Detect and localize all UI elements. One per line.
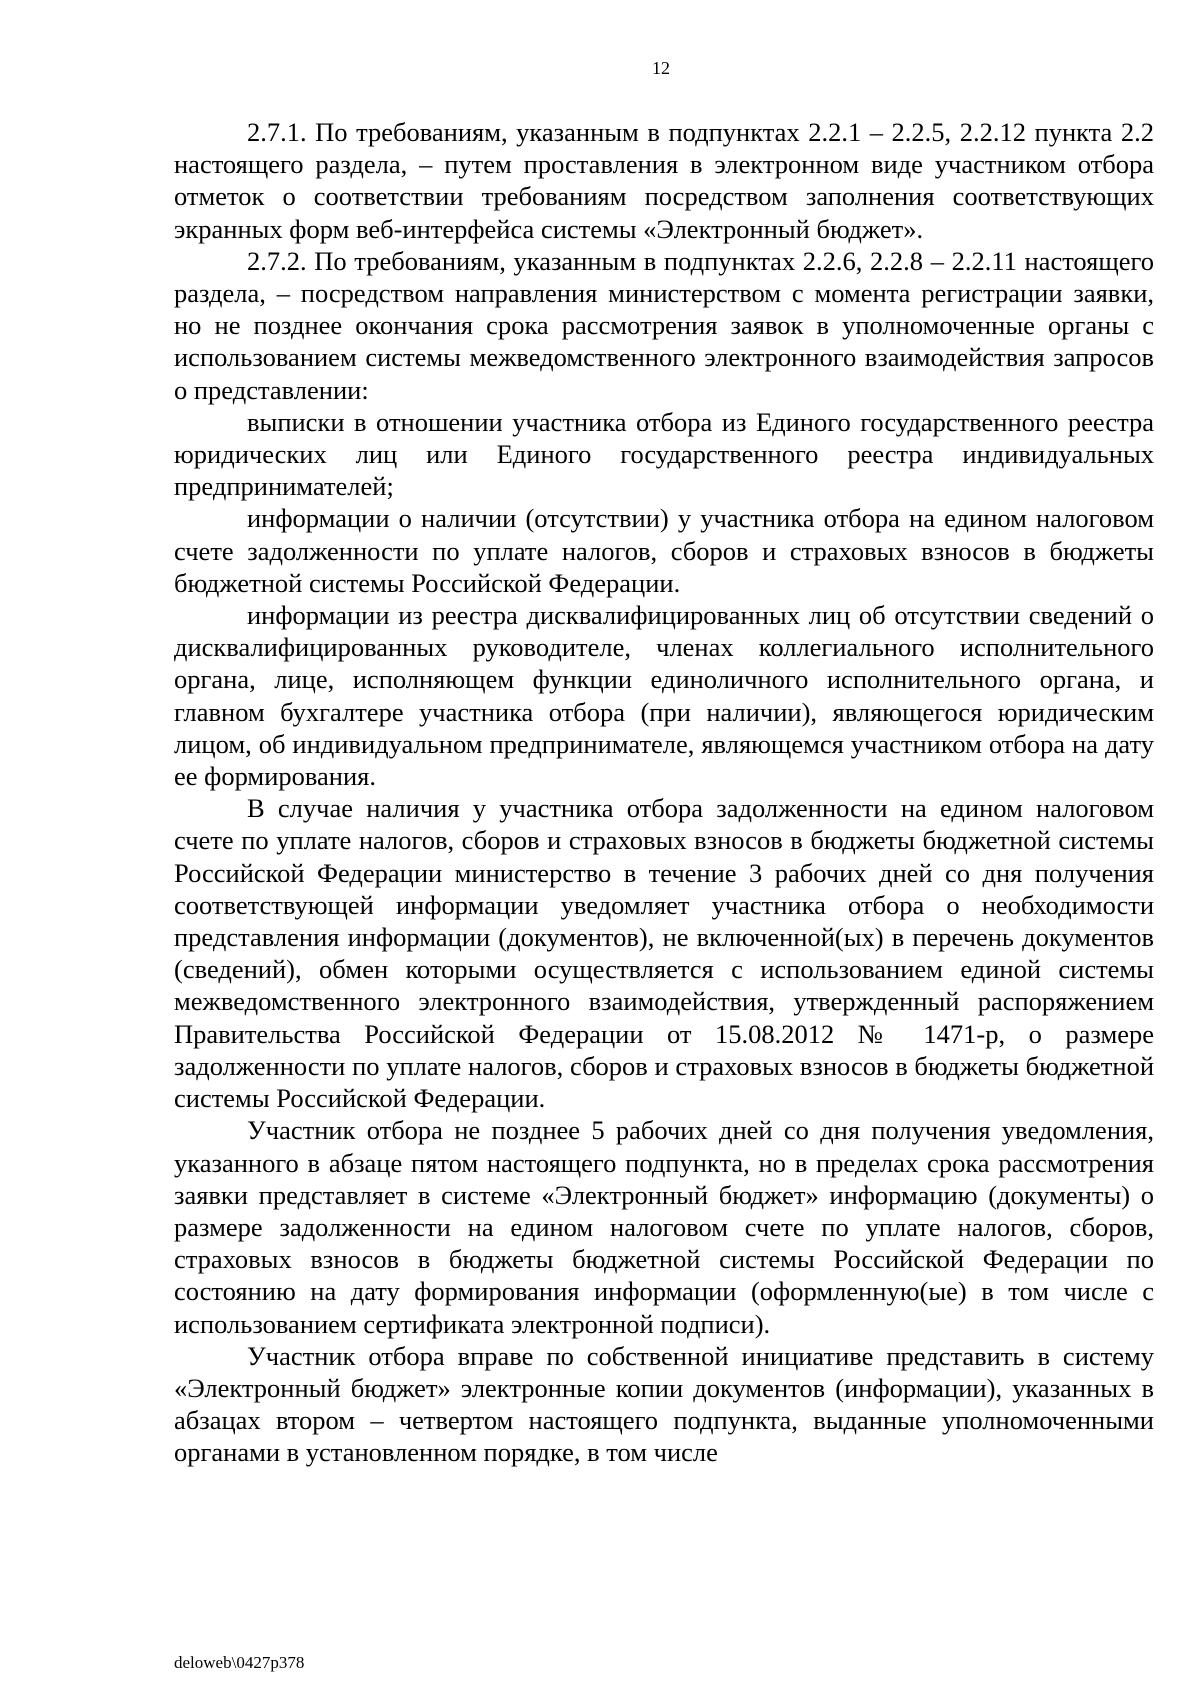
paragraph-2-7-2: 2.7.2. По требованиям, указанным в подпунктах 2.2.6, 2.2.8 – 2.2.11 настоящего раздела, – посредством направления министерством с момента регистрации заявки, но не позднее окончания срока рассмотрения заявок в уполномоченные органы с использованием системы межведомственного электронного взаимодействия запросов о представлении:: [174, 245, 1154, 405]
page-number: 12: [652, 58, 670, 78]
paragraph-debt-notification: В случае наличия у участника отбора задолженности на едином налоговом счете по уплате налогов, сборов и страховых взносов в бюджеты бюджетной системы Российской Федерации министерство в течение 3 рабочих дней со дня получения соответствующей информации уведомляет участника отбора о необходимости представления информации (документов), не включенной(ых) в перечень документов (сведений), обмен которыми осуществляется с использованием единой системы межведомственного электронного взаимодействия, утвержденный распоряжением Правительства Российской Федерации от 15.08.2012 № 1471-р, о размере задолженности по уплате налогов, сборов и страховых взносов в бюджеты бюджетной системы Российской Федерации.: [174, 793, 1154, 1114]
paragraph-tax-debt-info: информации о наличии (отсутствии) у участника отбора на едином налоговом счете задолженности по уплате налогов, сборов и страховых взносов в бюджеты бюджетной системы Российской Федерации.: [174, 503, 1154, 598]
paragraph-participant-response: Участник отбора не позднее 5 рабочих дней со дня получения уведомления, указанного в абзаце пятом настоящего подпункта, но в пределах срока рассмотрения заявки представляет в системе «Электронный бюджет» информацию (документы) о размере задолженности на едином налоговом счете по уплате налогов, сборов, страховых взносов в бюджеты бюджетной системы Российской Федерации по состоянию на дату формирования информации (оформленную(ые) в том числе с использованием сертификата электронной подписи).: [174, 1115, 1154, 1339]
footer-document-code: deloweb\0427p378: [174, 1653, 305, 1672]
paragraph-participant-initiative: Участник отбора вправе по собственной инициативе представить в систему «Электронный бюджет» электронные копии документов (информации), указанных в абзацах втором – четвертом настоящего подпункта, выданные уполномоченными органами в установленном порядке, в том числе: [174, 1340, 1154, 1468]
paragraph-2-7-1: 2.7.1. По требованиям, указанным в подпунктах 2.2.1 – 2.2.5, 2.2.12 пункта 2.2 настоящего раздела, – путем проставления в электронном виде участником отбора отметок о соответствии требованиям посредством заполнения соответствующих экранных форм веб-интерфейса системы «Электронный бюджет».: [174, 117, 1154, 244]
paragraph-egrul-extract: выписки в отношении участника отбора из Единого государственного реестра юридических лиц или Единого государственного реестра индивидуальных предпринимателей;: [174, 406, 1154, 502]
document-body: [174, 116, 1154, 1469]
paragraph-disqualified-registry: информации из реестра дисквалифицированных лиц об отсутствии сведений о дисквалифицированных руководителе, членах коллегиального исполнительного органа, лице, исполняющем функции единоличного исполнительного органа, и главном бухгалтере участника отбора (при наличии), являющегося юридическим лицом, об индивидуальном предпринимателе, являющемся участником отбора на дату ее формирования.: [174, 600, 1154, 792]
